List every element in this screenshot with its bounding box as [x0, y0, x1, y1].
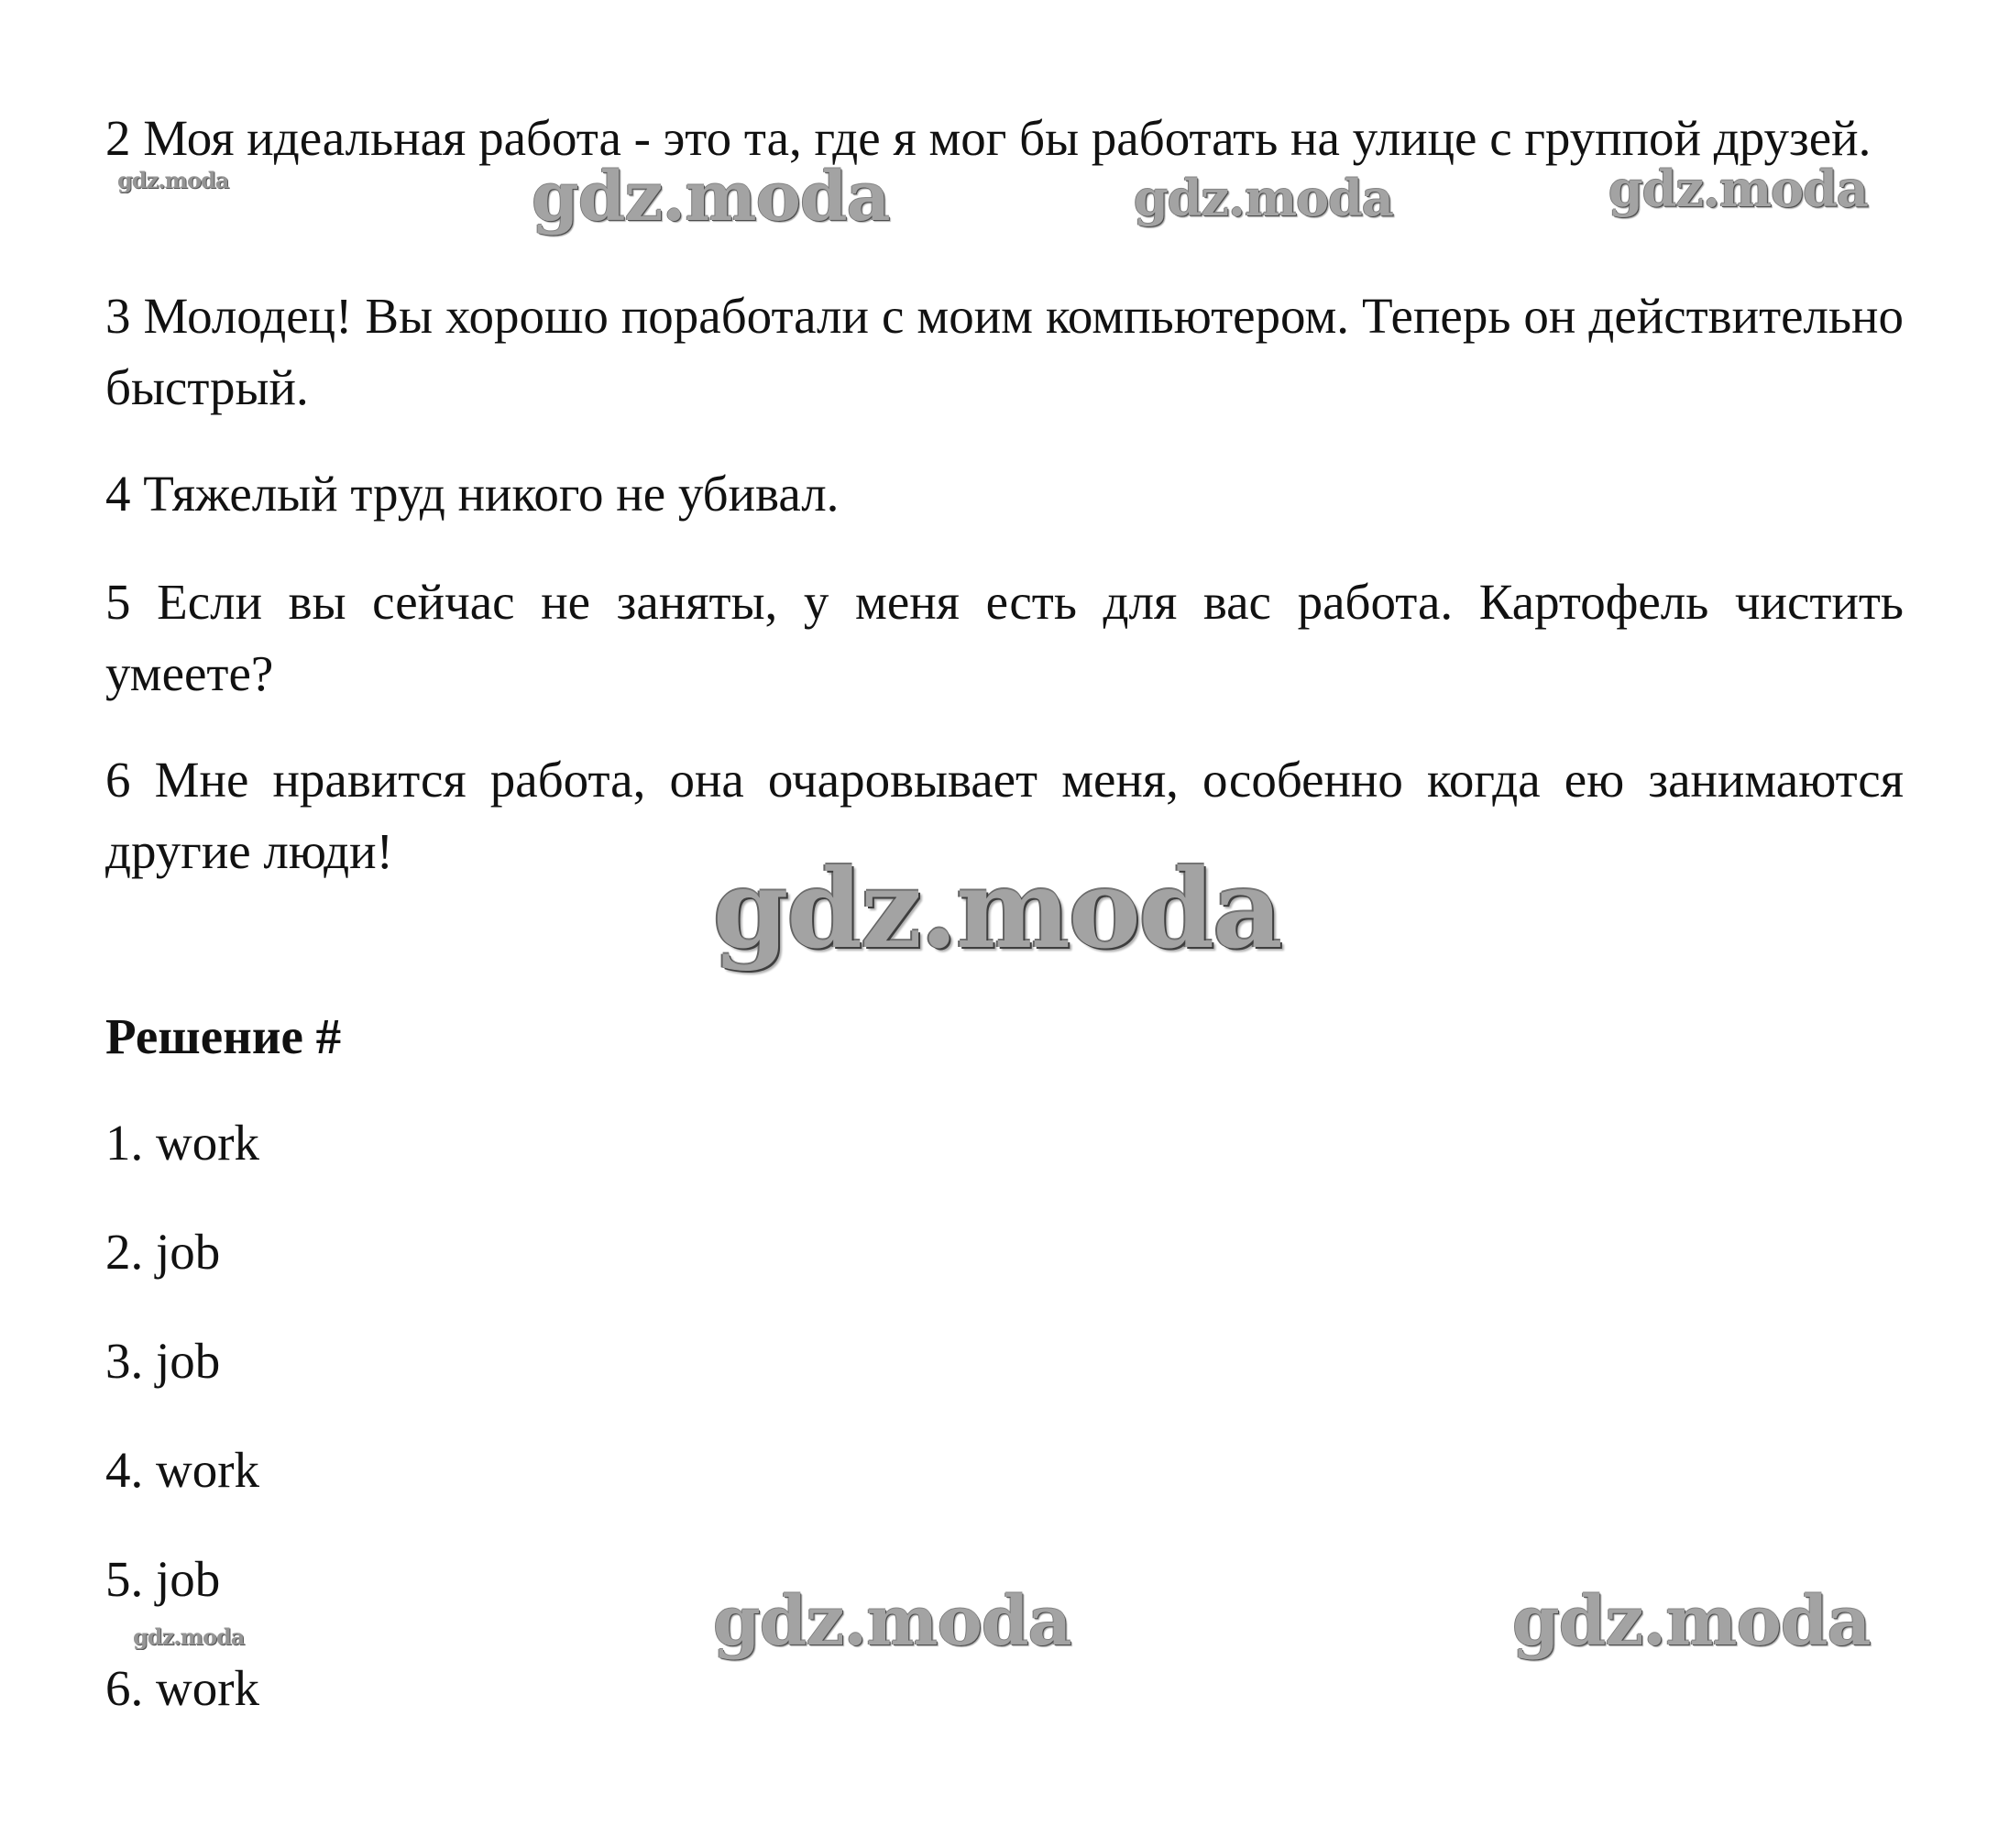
answer-1: 1. work [105, 1115, 260, 1171]
answer-2: 2. job [105, 1224, 221, 1280]
watermark-small: gdz.moda [117, 167, 229, 193]
watermark-large: gdz.moda [713, 845, 1281, 973]
answer-5: 5. job [105, 1551, 221, 1607]
answer-4: 4. work [105, 1442, 260, 1498]
sentence-3: 3 Молодец! Вы хорошо поработали с моим компьютером. Теперь он действительно быстрый. [105, 288, 1904, 415]
watermark: gdz.moda [1512, 1582, 1871, 1661]
sentence-2: 2 Моя идеальная работа - это та, где я мог бы работать на улице с группой друзей. [105, 110, 1872, 166]
solution-heading: Решение # [105, 1008, 342, 1064]
watermark: gdz.moda [713, 1582, 1071, 1661]
sentence-4: 4 Тяжелый труд никого не убивал. [105, 466, 840, 522]
answer-3: 3. job [105, 1333, 221, 1389]
answer-6: 6. work [105, 1660, 260, 1716]
watermark-small: gdz.moda [133, 1623, 245, 1650]
sentence-5: 5 Если вы сейчас не заняты, у меня есть для вас работа. Картофель чистить умеете? [105, 574, 1904, 701]
watermark: gdz.moda [1134, 169, 1393, 227]
watermark: gdz.moda [532, 158, 890, 236]
sentence-6: 6 Мне нравится работа, она очаровывает меня, особенно когда ею занимаются другие люди! [105, 752, 1904, 879]
watermark: gdz.moda [1608, 160, 1868, 218]
